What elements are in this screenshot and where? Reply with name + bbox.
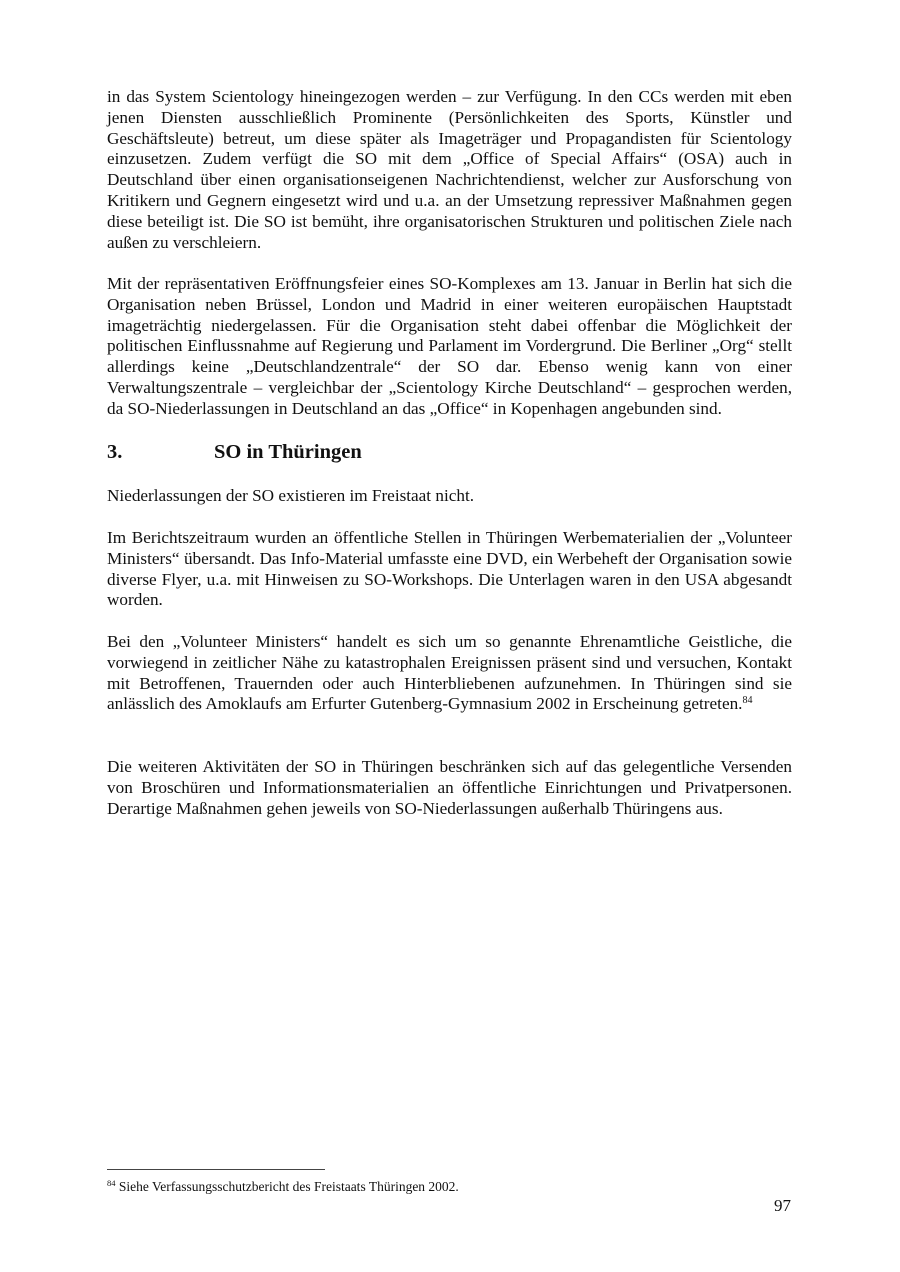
section-title: SO in Thüringen [214, 441, 362, 463]
paragraph-werbematerialien: Im Berichtszeitraum wurden an öffentliche Stellen in Thüringen Werbematerialien der „Volunteer Ministers“ übersandt. Das Info-Material umfasste eine DVD, ein Werbeheft der Organisation sowie diverse Flyer, u.a. mit Hinweisen zu SO-Workshops. Die Unterlagen waren in den USA abgesandt worden. [107, 528, 792, 610]
page-number: 97 [774, 1196, 791, 1215]
section-heading [107, 441, 362, 464]
footnote-text: Siehe Verfassungsschutzbericht des Freistaats Thüringen 2002. [118, 1179, 459, 1194]
footnote-number: 84 [107, 1178, 116, 1188]
paragraph-volunteer-ministers-text: Bei den „Volunteer Ministers“ handelt es sich um so genannte Ehrenamtliche Geistliche, die vorwiegend in zeitlicher Nähe zu katastrophalen Ereignissen präsent sind und versuchen, Kontakt mit Betroffenen, Trauernden oder auch Hinterbliebenen aufzunehmen. In Thüringen sind sie anlässlich des Amoklaufs am Erfurter Gutenberg-Gymnasium 2002 in Erscheinung getreten. [107, 632, 792, 714]
footnote-reference[interactable]: 84 [742, 695, 753, 707]
paragraph-osa: in das System Scientology hineingezogen werden – zur Verfügung. In den CCs werden mit eben jenen Diensten ausschließlich Prominente (Persönlichkeiten des Sports, Künstler und Geschäftsleute) betreut, um diese später als Imageträger und Propagandisten für Scientology einzusetzen. Zudem verfügt die SO mit dem „Office of Special Affairs“ (OSA) auch in Deutschland über einen organisationseigenen Nachrichtendienst, welcher zur Ausforschung von Kritikern und Gegnern eingesetzt wird und u.a. an der Umsetzung repressiver Maßnahmen gegen diese beteiligt ist. Die SO ist bemüht, ihre organisatorischen Strukturen und politischen Ziele nach außen zu verschleiern. [107, 87, 792, 252]
footnote-divider [107, 1169, 325, 1170]
paragraph-berlin: Mit der repräsentativen Eröffnungsfeier eines SO-Komplexes am 13. Januar in Berlin hat sich die Organisation neben Brüssel, London und Madrid in einer weiteren europäischen Hauptstadt imageträchtig niedergelassen. Für die Organisation steht dabei offenbar die Möglichkeit der politischen Einflussnahme auf Regierung und Parlament im Vordergrund. Die Berliner „Org“ stellt allerdings keine „Deutschlandzentrale“ der SO dar. Ebenso wenig kann von einer Verwaltungszentrale – vergleichbar der „Scientology Kirche Deutschland“ – gesprochen werden, da SO-Niederlassungen in Deutschland an das „Office“ in Kopenhagen angebunden sind. [107, 274, 792, 418]
paragraph-volunteer-ministers [107, 632, 792, 715]
paragraph-niederlassungen: Niederlassungen der SO existieren im Freistaat nicht. [107, 486, 475, 505]
paragraph-aktivitaeten: Die weiteren Aktivitäten der SO in Thüringen beschränken sich auf das gelegentliche Versenden von Broschüren und Informationsmaterialien an öffentliche Einrichtungen und Privatpersonen. Derartige Maßnahmen gehen jeweils von SO-Niederlassungen außerhalb Thüringens aus. [107, 757, 792, 818]
footnote [107, 1178, 792, 1195]
section-number: 3. [107, 441, 123, 463]
